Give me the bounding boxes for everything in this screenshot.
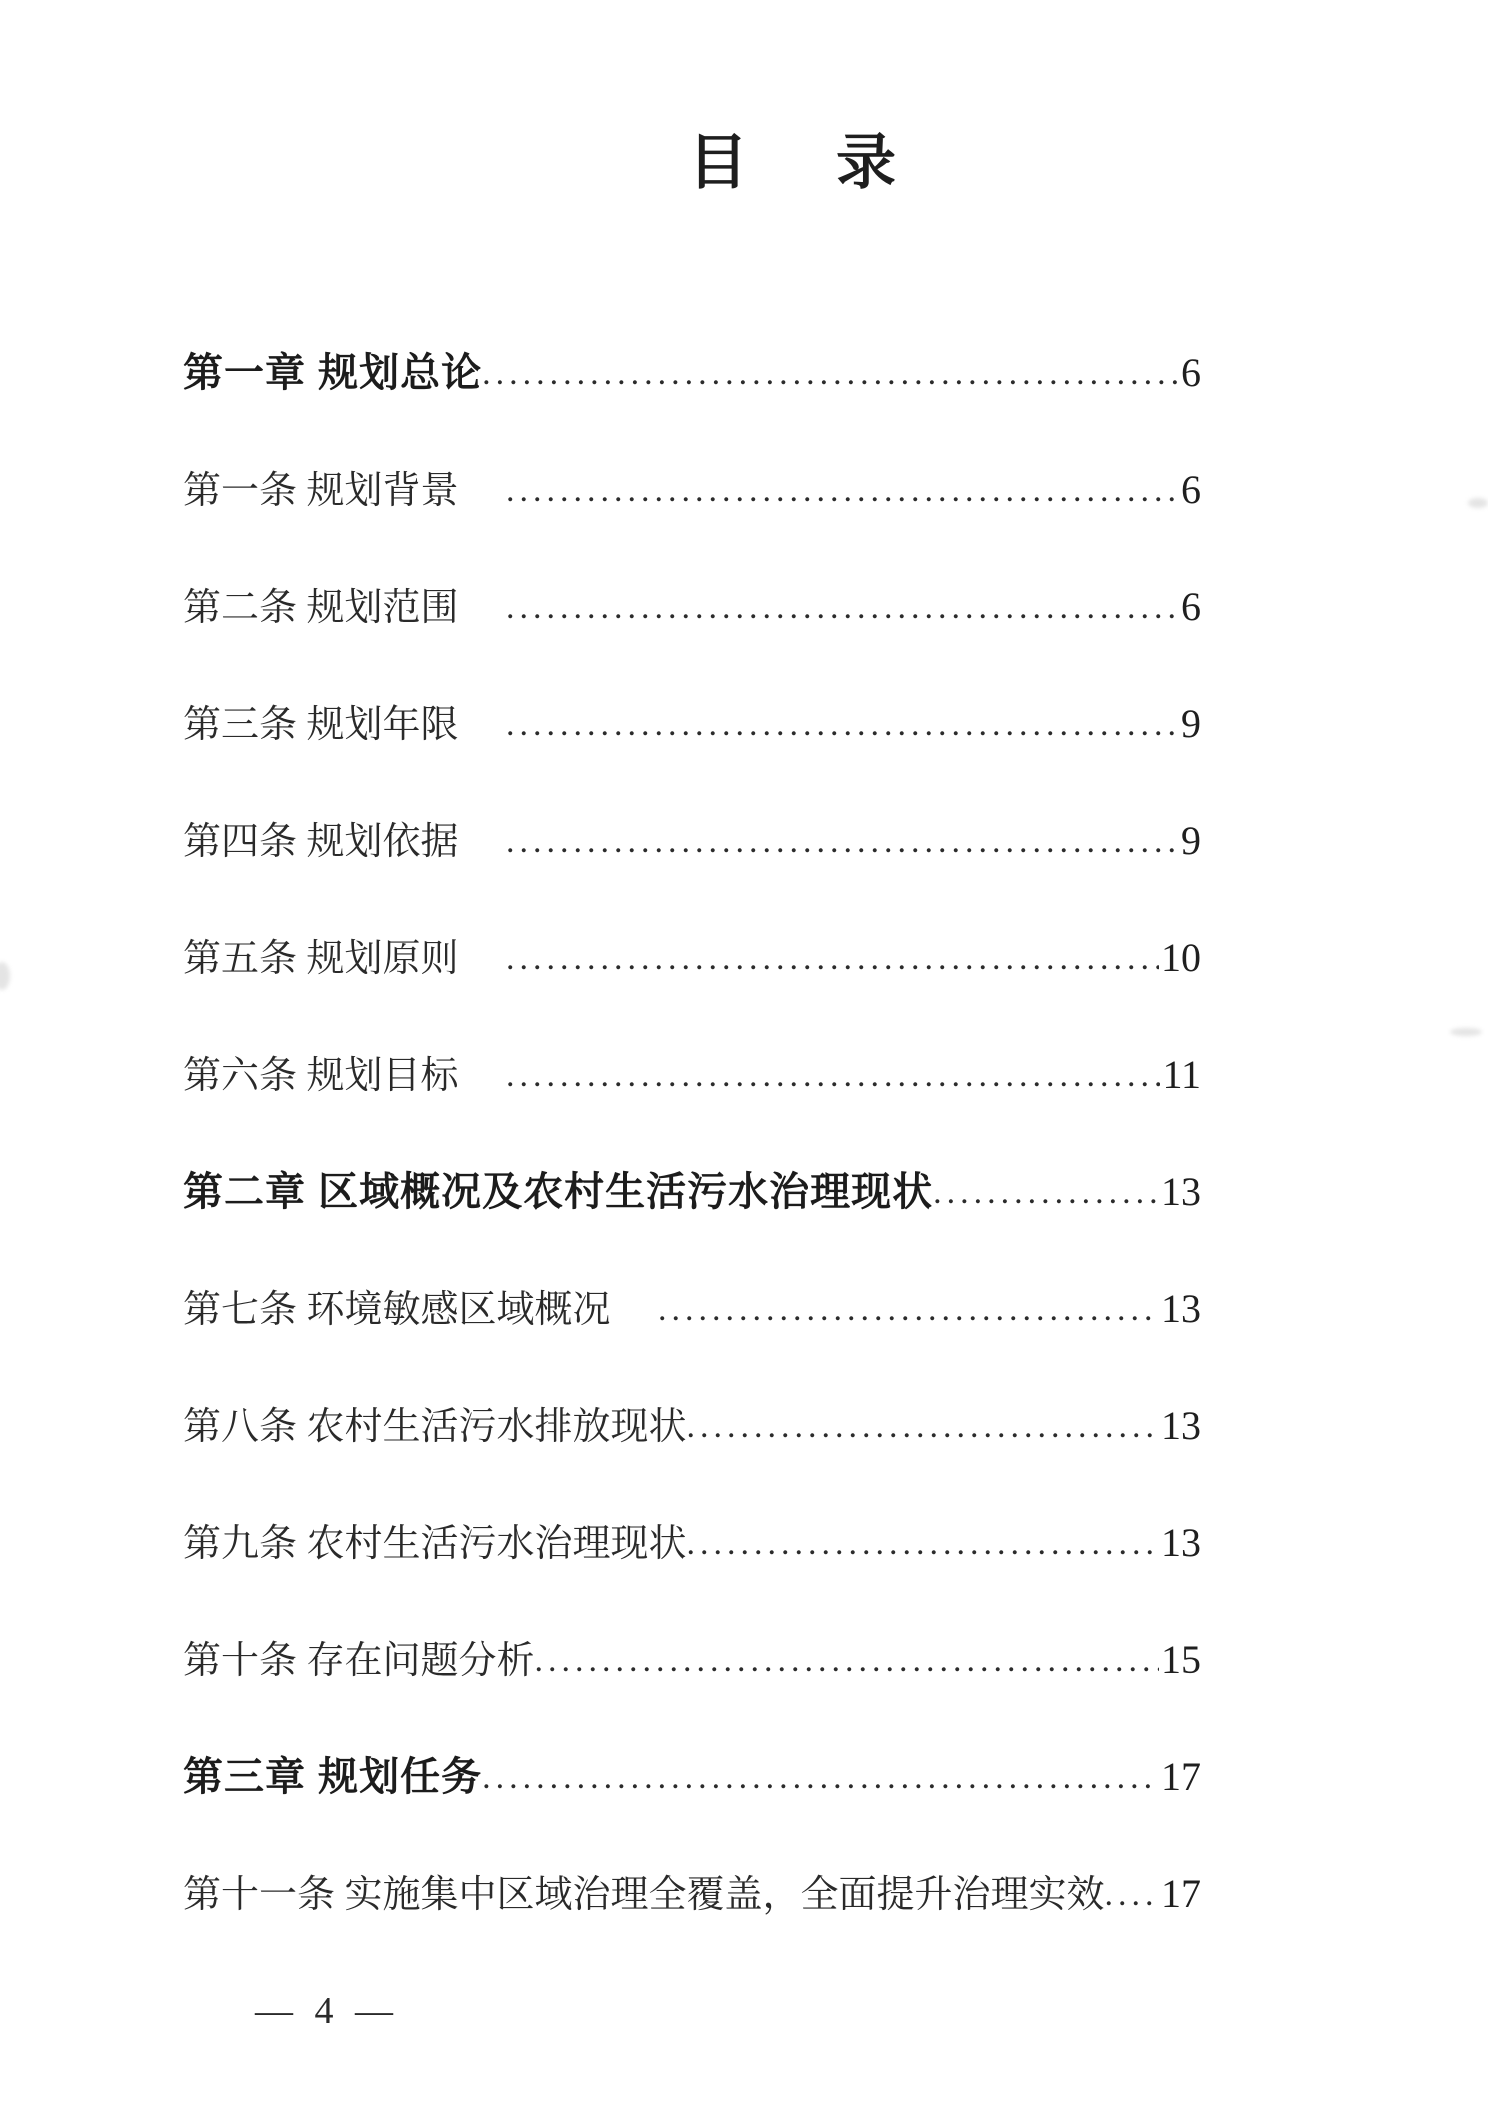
toc-entry-label: 第三条 规划年限 [183,704,507,746]
toc-entry [183,702,1201,746]
dot-leader [933,1171,1159,1215]
dot-leader [482,352,1179,396]
dot-leader [687,1522,1159,1566]
toc-entry [183,1521,1201,1565]
dot-leader [658,1288,1159,1332]
page-number: 17 [1161,1871,1201,1916]
dot-leader [1105,1873,1159,1917]
page-number: 13 [1161,1169,1201,1214]
toc-entry [183,1287,1201,1331]
toc-entry-label: 第七条 环境敏感区域概况 [183,1289,659,1331]
footer-page-number: — 4 — [255,1990,399,2032]
dot-leader [506,586,1179,630]
toc-entry [183,819,1201,863]
toc-entry-label: 第八条 农村生活污水排放现状 [183,1406,687,1448]
toc-entry-label: 第五条 规划原则 [183,938,507,980]
toc-entry [183,1053,1201,1097]
dot-leader [506,703,1179,747]
page-number: 9 [1181,701,1201,746]
page-number: 11 [1162,1052,1201,1097]
toc-entry [183,351,1201,395]
toc-entry [183,1404,1201,1448]
page-number: 6 [1181,467,1201,512]
table-of-contents [183,351,1201,1916]
toc-entry [183,1755,1201,1799]
scan-artifact [1468,498,1488,508]
dot-leader [506,469,1179,513]
page-number: 9 [1181,818,1201,863]
page-title: 目 录 [688,130,910,196]
dot-leader [506,937,1159,981]
dot-leader [535,1639,1159,1683]
dot-leader [482,1756,1159,1800]
toc-entry [183,468,1201,512]
toc-entry-label: 第三章 规划任务 [183,1755,483,1799]
dot-leader [506,1054,1160,1098]
toc-entry [183,936,1201,980]
toc-entry-label: 第一章 规划总论 [183,351,483,395]
toc-entry-label: 第二条 规划范围 [183,587,507,629]
scan-artifact [0,962,10,990]
dot-leader [687,1405,1159,1449]
dot-leader [506,820,1179,864]
page-number: 13 [1161,1403,1201,1448]
scan-artifact [1450,1028,1482,1036]
toc-entry [183,1872,1201,1916]
page-number: 17 [1161,1754,1201,1799]
toc-entry-label: 第二章 区域概况及农村生活污水治理现状 [183,1170,934,1214]
page-number: 15 [1161,1637,1201,1682]
toc-entry-label: 第九条 农村生活污水治理现状 [183,1523,687,1565]
toc-entry-label: 第十一条 实施集中区域治理全覆盖，全面提升治理实效 [183,1874,1105,1916]
toc-entry-label: 第一条 规划背景 [183,470,507,512]
toc-entry-label: 第六条 规划目标 [183,1055,507,1097]
page-number: 10 [1161,935,1201,980]
toc-entry-label: 第十条 存在问题分析 [183,1640,535,1682]
page-number: 6 [1181,350,1201,395]
page-number: 13 [1161,1520,1201,1565]
toc-entry-label: 第四条 规划依据 [183,821,507,863]
page-number: 13 [1161,1286,1201,1331]
toc-entry [183,1638,1201,1682]
toc-entry [183,1170,1201,1214]
toc-entry [183,585,1201,629]
page-number: 6 [1181,584,1201,629]
